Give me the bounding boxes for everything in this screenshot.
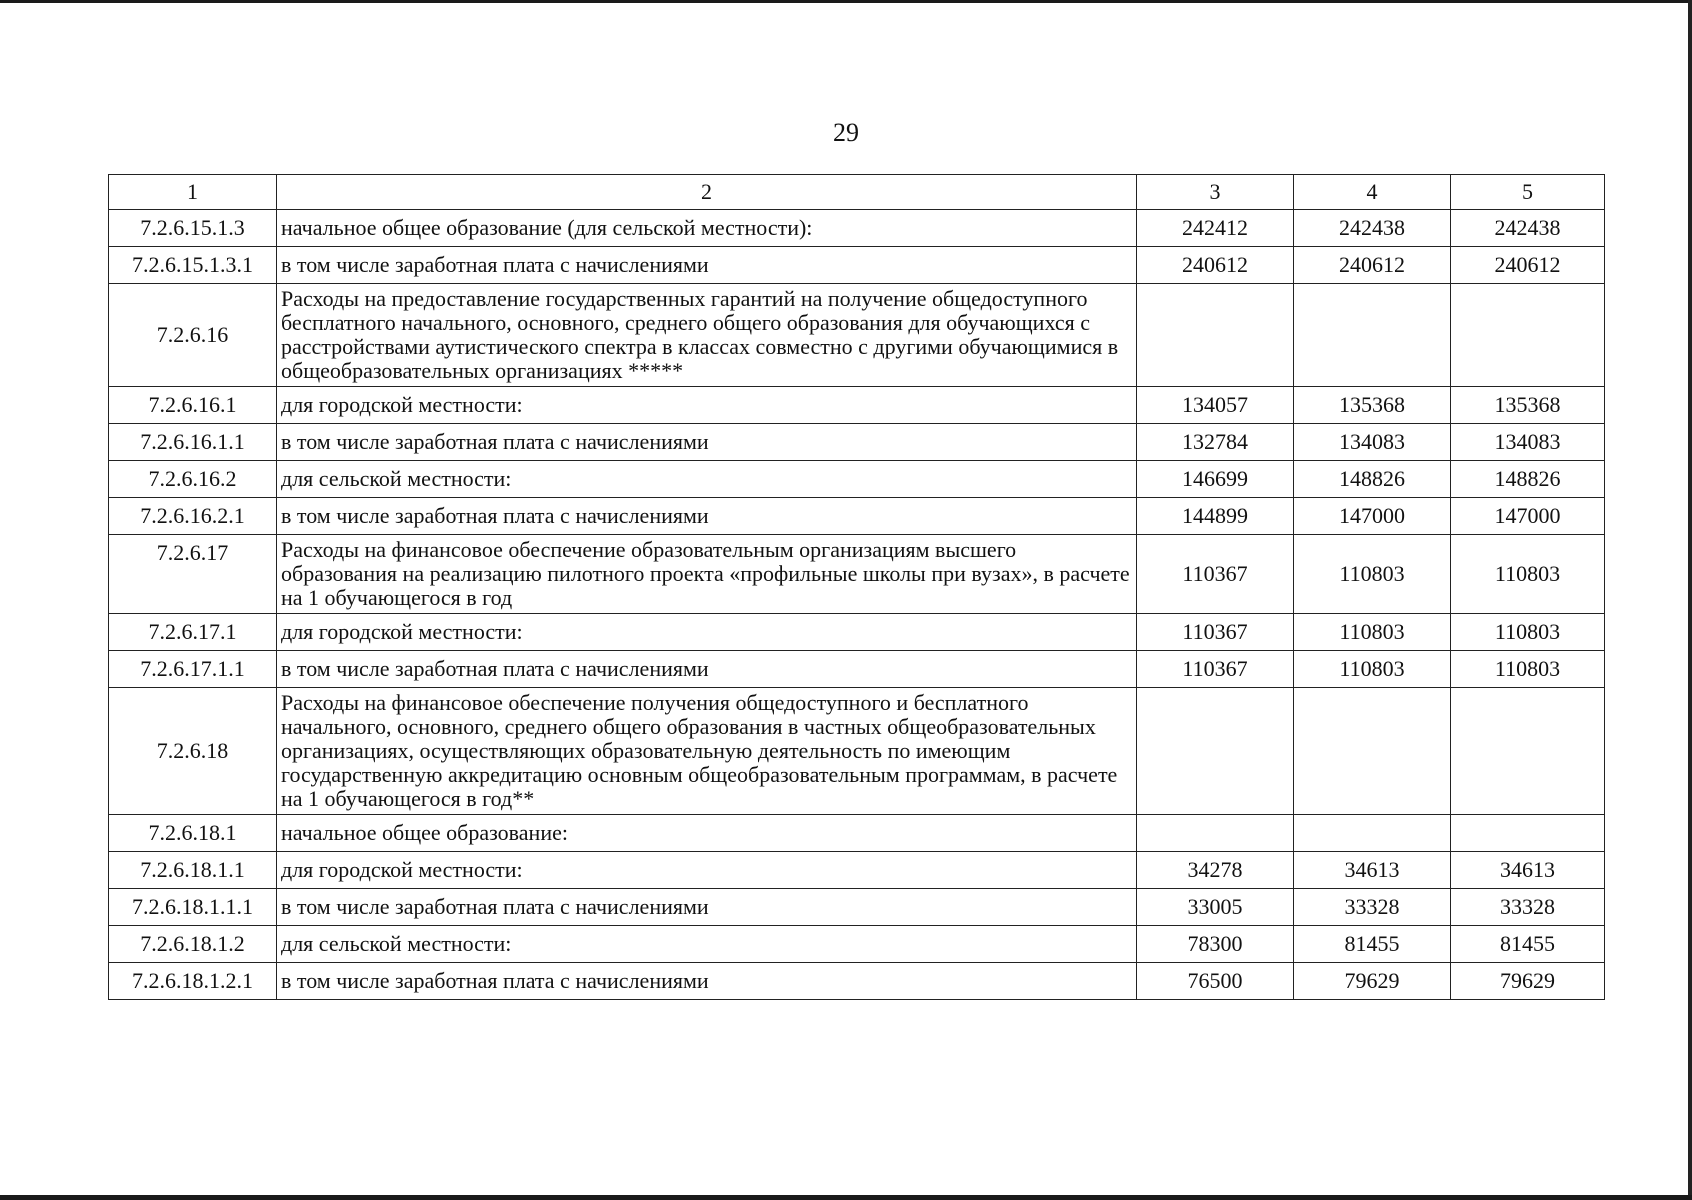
table-row xyxy=(109,651,1605,688)
value-col-3: 132784 xyxy=(1137,424,1294,461)
value-col-3: 146699 xyxy=(1137,461,1294,498)
column-header: 1 xyxy=(109,175,277,210)
table-row xyxy=(109,815,1605,852)
row-code: 7.2.6.16.1 xyxy=(109,387,277,424)
column-header: 3 xyxy=(1137,175,1294,210)
column-header: 5 xyxy=(1451,175,1605,210)
value-col-3: 110367 xyxy=(1137,535,1294,614)
value-col-3: 110367 xyxy=(1137,651,1294,688)
table-row xyxy=(109,284,1605,387)
row-description: для сельской местности: xyxy=(277,461,1137,498)
value-col-3: 34278 xyxy=(1137,852,1294,889)
table-row xyxy=(109,387,1605,424)
value-col-5: 110803 xyxy=(1451,651,1605,688)
value-col-3: 110367 xyxy=(1137,614,1294,651)
value-col-5: 79629 xyxy=(1451,963,1605,1000)
value-col-4: 135368 xyxy=(1294,387,1451,424)
row-description: для городской местности: xyxy=(277,387,1137,424)
table-row xyxy=(109,963,1605,1000)
row-description: Расходы на финансовое обеспечение получения общедоступного и бесплатного начального, основного, среднего общего образования в частных общеобразовательных организациях, осуществляющих образовательную деятельность по имеющим государственную аккредитацию основным общеобразовательным программам, в расчете на 1 обучающегося в год** xyxy=(277,688,1137,815)
value-col-4: 33328 xyxy=(1294,889,1451,926)
value-col-5: 110803 xyxy=(1451,614,1605,651)
value-col-5 xyxy=(1451,815,1605,852)
row-code: 7.2.6.15.1.3.1 xyxy=(109,247,277,284)
value-col-5: 33328 xyxy=(1451,889,1605,926)
value-col-3: 76500 xyxy=(1137,963,1294,1000)
row-code: 7.2.6.17.1.1 xyxy=(109,651,277,688)
row-description: начальное общее образование (для сельской местности): xyxy=(277,210,1137,247)
row-code: 7.2.6.16.1.1 xyxy=(109,424,277,461)
value-col-5: 134083 xyxy=(1451,424,1605,461)
row-description: в том числе заработная плата с начислениями xyxy=(277,963,1137,1000)
scan-edge-right xyxy=(1688,0,1692,1200)
value-col-3: 240612 xyxy=(1137,247,1294,284)
row-code: 7.2.6.16.2.1 xyxy=(109,498,277,535)
value-col-5 xyxy=(1451,284,1605,387)
value-col-3: 242412 xyxy=(1137,210,1294,247)
table-row xyxy=(109,498,1605,535)
row-description: для городской местности: xyxy=(277,852,1137,889)
value-col-4: 148826 xyxy=(1294,461,1451,498)
table-row xyxy=(109,614,1605,651)
row-code: 7.2.6.15.1.3 xyxy=(109,210,277,247)
value-col-3 xyxy=(1137,688,1294,815)
value-col-3: 33005 xyxy=(1137,889,1294,926)
row-description: для городской местности: xyxy=(277,614,1137,651)
row-description: в том числе заработная плата с начислениями xyxy=(277,651,1137,688)
value-col-5: 110803 xyxy=(1451,535,1605,614)
table-row xyxy=(109,247,1605,284)
value-col-4: 134083 xyxy=(1294,424,1451,461)
table-row xyxy=(109,926,1605,963)
value-col-5: 135368 xyxy=(1451,387,1605,424)
row-description: начальное общее образование: xyxy=(277,815,1137,852)
row-code: 7.2.6.18.1.2 xyxy=(109,926,277,963)
row-code: 7.2.6.18.1 xyxy=(109,815,277,852)
value-col-5: 147000 xyxy=(1451,498,1605,535)
row-description: в том числе заработная плата с начислениями xyxy=(277,889,1137,926)
value-col-4: 240612 xyxy=(1294,247,1451,284)
row-code: 7.2.6.16.2 xyxy=(109,461,277,498)
value-col-4 xyxy=(1294,815,1451,852)
table-row xyxy=(109,210,1605,247)
table-row xyxy=(109,852,1605,889)
value-col-5: 34613 xyxy=(1451,852,1605,889)
row-description: в том числе заработная плата с начислениями xyxy=(277,247,1137,284)
value-col-4: 242438 xyxy=(1294,210,1451,247)
value-col-3: 134057 xyxy=(1137,387,1294,424)
row-code: 7.2.6.18.1.1.1 xyxy=(109,889,277,926)
value-col-3 xyxy=(1137,284,1294,387)
table-row xyxy=(109,461,1605,498)
table-row xyxy=(109,424,1605,461)
value-col-3 xyxy=(1137,815,1294,852)
row-code: 7.2.6.18.1.1 xyxy=(109,852,277,889)
value-col-4: 110803 xyxy=(1294,614,1451,651)
value-col-5: 148826 xyxy=(1451,461,1605,498)
row-code: 7.2.6.17.1 xyxy=(109,614,277,651)
table-row xyxy=(109,688,1605,815)
value-col-3: 144899 xyxy=(1137,498,1294,535)
value-col-3: 78300 xyxy=(1137,926,1294,963)
value-col-4: 147000 xyxy=(1294,498,1451,535)
budget-table xyxy=(108,174,1605,1000)
value-col-4: 81455 xyxy=(1294,926,1451,963)
row-description: Расходы на финансовое обеспечение образовательным организациям высшего образования на реализацию пилотного проекта «профильные школы при вузах», в расчете на 1 обучающегося в год xyxy=(277,535,1137,614)
column-header: 4 xyxy=(1294,175,1451,210)
value-col-4: 34613 xyxy=(1294,852,1451,889)
value-col-4 xyxy=(1294,688,1451,815)
table-row xyxy=(109,535,1605,614)
value-col-5: 240612 xyxy=(1451,247,1605,284)
value-col-5: 242438 xyxy=(1451,210,1605,247)
table-row xyxy=(109,889,1605,926)
value-col-4 xyxy=(1294,284,1451,387)
value-col-5: 81455 xyxy=(1451,926,1605,963)
row-code: 7.2.6.18 xyxy=(109,688,277,815)
row-code: 7.2.6.18.1.2.1 xyxy=(109,963,277,1000)
value-col-5 xyxy=(1451,688,1605,815)
row-code: 7.2.6.17 xyxy=(109,535,277,614)
table-header-row xyxy=(109,175,1605,210)
row-description: в том числе заработная плата с начислениями xyxy=(277,424,1137,461)
column-header: 2 xyxy=(277,175,1137,210)
page-number: 29 xyxy=(833,118,859,147)
scan-edge-top xyxy=(0,0,1692,3)
value-col-4: 79629 xyxy=(1294,963,1451,1000)
scan-edge-bottom xyxy=(0,1195,1692,1200)
row-description: в том числе заработная плата с начислениями xyxy=(277,498,1137,535)
row-code: 7.2.6.16 xyxy=(109,284,277,387)
row-description: для сельской местности: xyxy=(277,926,1137,963)
value-col-4: 110803 xyxy=(1294,651,1451,688)
value-col-4: 110803 xyxy=(1294,535,1451,614)
row-description: Расходы на предоставление государственных гарантий на получение общедоступного бесплатного начального, основного, среднего общего образования для обучающихся с расстройствами аутистического спектра в классах совместно с другими обучающимися в общеобразовательных организациях ***** xyxy=(277,284,1137,387)
